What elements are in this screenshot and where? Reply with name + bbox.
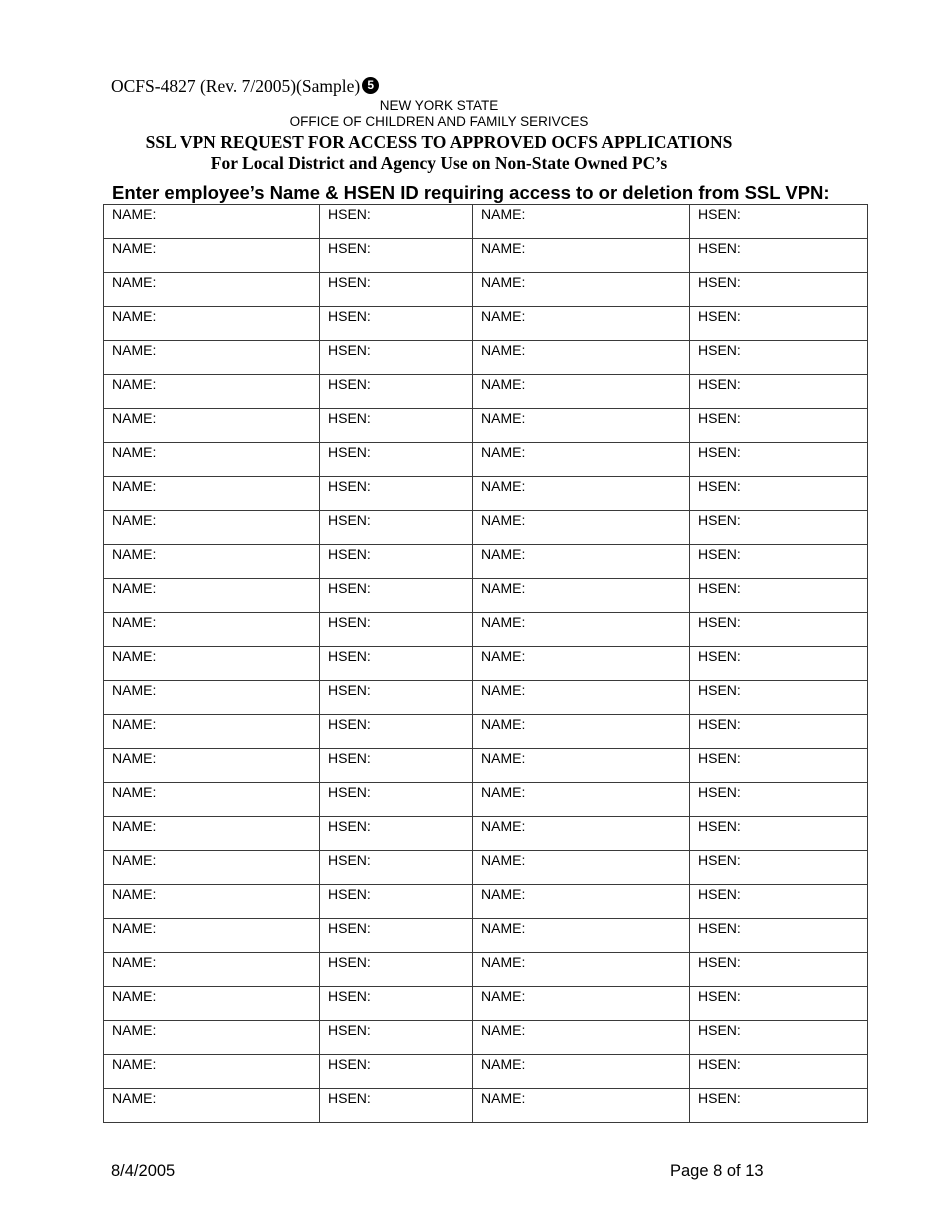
field-label: NAME: [112, 546, 157, 562]
field-label: HSEN: [698, 240, 741, 256]
hsen-field-left[interactable] [320, 919, 473, 953]
table-row [104, 647, 868, 681]
field-label: NAME: [481, 410, 526, 426]
field-label: HSEN: [328, 750, 371, 766]
name-field-left[interactable] [104, 1021, 320, 1055]
field-label: NAME: [481, 274, 526, 290]
field-label: HSEN: [328, 274, 371, 290]
field-label: NAME: [112, 988, 157, 1004]
field-label: NAME: [481, 648, 526, 664]
name-field-right[interactable] [473, 477, 690, 511]
field-label: HSEN: [328, 1022, 371, 1038]
field-label: HSEN: [698, 614, 741, 630]
field-label: HSEN: [698, 342, 741, 358]
field-label: NAME: [481, 206, 526, 222]
field-label: HSEN: [328, 1090, 371, 1106]
form-id [111, 74, 379, 98]
field-label: NAME: [112, 274, 157, 290]
hsen-field-right[interactable] [690, 715, 868, 749]
table-row [104, 239, 868, 273]
name-field-left[interactable] [104, 681, 320, 715]
name-field-right[interactable] [473, 953, 690, 987]
field-label: HSEN: [328, 410, 371, 426]
hsen-field-right[interactable] [690, 613, 868, 647]
field-label: HSEN: [328, 444, 371, 460]
field-label: NAME: [481, 342, 526, 358]
table-row [104, 1089, 868, 1123]
field-label: NAME: [112, 614, 157, 630]
hsen-field-left[interactable] [320, 1055, 473, 1089]
name-field-left[interactable] [104, 817, 320, 851]
field-label: NAME: [481, 852, 526, 868]
field-label: HSEN: [698, 546, 741, 562]
field-label: NAME: [481, 240, 526, 256]
table-row [104, 851, 868, 885]
name-field-left[interactable] [104, 1055, 320, 1089]
field-label: HSEN: [698, 274, 741, 290]
field-label: NAME: [112, 206, 157, 222]
field-label: NAME: [481, 444, 526, 460]
field-label: NAME: [112, 342, 157, 358]
hsen-field-left[interactable] [320, 681, 473, 715]
field-label: NAME: [112, 852, 157, 868]
name-field-right[interactable] [473, 817, 690, 851]
form-id-text: OCFS-4827 (Rev. 7/2005)(Sample) [111, 76, 361, 96]
name-field-right[interactable] [473, 1021, 690, 1055]
hsen-field-left[interactable] [320, 783, 473, 817]
field-label: HSEN: [328, 240, 371, 256]
name-field-right[interactable] [473, 783, 690, 817]
name-field-right[interactable] [473, 885, 690, 919]
hsen-field-left[interactable] [320, 613, 473, 647]
hsen-field-right[interactable] [690, 443, 868, 477]
table-row [104, 409, 868, 443]
field-label: HSEN: [698, 988, 741, 1004]
field-label: NAME: [112, 750, 157, 766]
hsen-field-left[interactable] [320, 205, 473, 239]
field-label: HSEN: [328, 546, 371, 562]
field-label: HSEN: [328, 614, 371, 630]
hsen-field-right[interactable] [690, 477, 868, 511]
table-row [104, 749, 868, 783]
employee-table-body [104, 205, 868, 1123]
table-row [104, 1021, 868, 1055]
hsen-field-left[interactable] [320, 1089, 473, 1123]
table-row [104, 919, 868, 953]
name-field-left[interactable] [104, 375, 320, 409]
hsen-field-right[interactable] [690, 307, 868, 341]
field-label: HSEN: [698, 478, 741, 494]
field-label: NAME: [481, 750, 526, 766]
form-subtitle: For Local District and Agency Use on Non-State Owned PC’s [210, 153, 668, 173]
name-field-left[interactable] [104, 987, 320, 1021]
hsen-field-right[interactable] [690, 919, 868, 953]
table-row [104, 273, 868, 307]
name-field-right[interactable] [473, 443, 690, 477]
field-label: HSEN: [698, 376, 741, 392]
hsen-field-left[interactable] [320, 409, 473, 443]
name-field-left[interactable] [104, 783, 320, 817]
hsen-field-right[interactable] [690, 647, 868, 681]
table-row [104, 953, 868, 987]
name-field-right[interactable] [473, 851, 690, 885]
field-label: HSEN: [698, 648, 741, 664]
hsen-field-right[interactable] [690, 205, 868, 239]
name-field-left[interactable] [104, 1089, 320, 1123]
name-field-right[interactable] [473, 715, 690, 749]
field-label: HSEN: [328, 342, 371, 358]
hsen-field-right[interactable] [690, 953, 868, 987]
name-field-left[interactable] [104, 511, 320, 545]
field-label: HSEN: [698, 954, 741, 970]
table-row [104, 341, 868, 375]
hsen-field-left[interactable] [320, 1021, 473, 1055]
name-field-left[interactable] [104, 443, 320, 477]
name-field-right[interactable] [473, 613, 690, 647]
name-field-left[interactable] [104, 851, 320, 885]
field-label: HSEN: [698, 206, 741, 222]
field-label: HSEN: [328, 512, 371, 528]
field-label: NAME: [112, 410, 157, 426]
name-field-right[interactable] [473, 647, 690, 681]
table-row [104, 477, 868, 511]
field-label: HSEN: [328, 308, 371, 324]
field-label: HSEN: [698, 1056, 741, 1072]
hsen-field-right[interactable] [690, 341, 868, 375]
name-field-left[interactable] [104, 953, 320, 987]
hsen-field-right[interactable] [690, 987, 868, 1021]
field-label: NAME: [481, 682, 526, 698]
field-label: NAME: [481, 1090, 526, 1106]
field-label: HSEN: [698, 784, 741, 800]
hsen-field-left[interactable] [320, 511, 473, 545]
field-label: HSEN: [698, 410, 741, 426]
hsen-field-left[interactable] [320, 953, 473, 987]
table-row [104, 783, 868, 817]
field-label: NAME: [112, 376, 157, 392]
footer-page-number: Page 8 of 13 [670, 1162, 764, 1180]
table-row [104, 817, 868, 851]
name-field-left[interactable] [104, 545, 320, 579]
field-label: HSEN: [328, 682, 371, 698]
name-field-left[interactable] [104, 239, 320, 273]
hsen-field-right[interactable] [690, 681, 868, 715]
field-label: HSEN: [328, 886, 371, 902]
name-field-right[interactable] [473, 273, 690, 307]
field-label: HSEN: [328, 818, 371, 834]
name-field-left[interactable] [104, 647, 320, 681]
field-label: HSEN: [698, 1022, 741, 1038]
hsen-field-left[interactable] [320, 715, 473, 749]
field-label: NAME: [112, 1090, 157, 1106]
field-label: NAME: [481, 818, 526, 834]
name-field-left[interactable] [104, 919, 320, 953]
field-label: HSEN: [328, 478, 371, 494]
hsen-field-left[interactable] [320, 307, 473, 341]
hsen-field-right[interactable] [690, 885, 868, 919]
field-label: HSEN: [698, 512, 741, 528]
field-label: HSEN: [328, 648, 371, 664]
table-row [104, 579, 868, 613]
hsen-field-left[interactable] [320, 987, 473, 1021]
table-row [104, 613, 868, 647]
field-label: NAME: [112, 1056, 157, 1072]
field-label: HSEN: [698, 308, 741, 324]
field-label: NAME: [481, 580, 526, 596]
name-field-right[interactable] [473, 307, 690, 341]
name-field-right[interactable] [473, 205, 690, 239]
field-label: HSEN: [698, 580, 741, 596]
name-field-left[interactable] [104, 273, 320, 307]
field-label: HSEN: [698, 444, 741, 460]
field-label: NAME: [481, 886, 526, 902]
hsen-field-right[interactable] [690, 579, 868, 613]
hsen-field-right[interactable] [690, 851, 868, 885]
name-field-left[interactable] [104, 885, 320, 919]
field-label: HSEN: [328, 852, 371, 868]
field-label: NAME: [112, 240, 157, 256]
field-label: NAME: [481, 308, 526, 324]
field-label: NAME: [481, 478, 526, 494]
field-label: HSEN: [328, 784, 371, 800]
field-label: NAME: [481, 512, 526, 528]
hsen-field-right[interactable] [690, 749, 868, 783]
agency-state: NEW YORK STATE [379, 98, 499, 113]
name-field-left[interactable] [104, 409, 320, 443]
footer-date: 8/4/2005 [111, 1162, 176, 1180]
table-row [104, 681, 868, 715]
field-label: NAME: [112, 716, 157, 732]
hsen-field-right[interactable] [690, 375, 868, 409]
hsen-field-left[interactable] [320, 545, 473, 579]
form-title: SSL VPN REQUEST FOR ACCESS TO APPROVED OCFS APPLICATIONS [145, 132, 733, 152]
field-label: HSEN: [698, 750, 741, 766]
field-label: HSEN: [328, 988, 371, 1004]
name-field-right[interactable] [473, 239, 690, 273]
hsen-field-left[interactable] [320, 443, 473, 477]
field-label: HSEN: [698, 716, 741, 732]
hsen-field-right[interactable] [690, 545, 868, 579]
name-field-right[interactable] [473, 341, 690, 375]
table-row [104, 205, 868, 239]
table-row [104, 443, 868, 477]
hsen-field-right[interactable] [690, 1021, 868, 1055]
table-row [104, 885, 868, 919]
name-field-right[interactable] [473, 579, 690, 613]
name-field-right[interactable] [473, 545, 690, 579]
field-label: HSEN: [328, 920, 371, 936]
hsen-field-left[interactable] [320, 647, 473, 681]
field-label: NAME: [112, 920, 157, 936]
field-label: NAME: [481, 954, 526, 970]
field-label: HSEN: [328, 206, 371, 222]
instruction-heading: Enter employee’s Name & HSEN ID requiring access to or deletion from SSL VPN: [112, 182, 830, 203]
field-label: HSEN: [698, 682, 741, 698]
name-field-left[interactable] [104, 205, 320, 239]
hsen-field-right[interactable] [690, 1089, 868, 1123]
field-label: NAME: [481, 1056, 526, 1072]
hsen-field-right[interactable] [690, 273, 868, 307]
field-label: HSEN: [698, 852, 741, 868]
hsen-field-left[interactable] [320, 817, 473, 851]
field-label: NAME: [481, 1022, 526, 1038]
field-label: NAME: [112, 784, 157, 800]
field-label: HSEN: [698, 920, 741, 936]
name-field-left[interactable] [104, 715, 320, 749]
name-field-right[interactable] [473, 1055, 690, 1089]
hsen-field-right[interactable] [690, 783, 868, 817]
field-label: NAME: [112, 954, 157, 970]
name-field-left[interactable] [104, 341, 320, 375]
name-field-right[interactable] [473, 681, 690, 715]
field-label: HSEN: [328, 1056, 371, 1072]
field-label: NAME: [112, 648, 157, 664]
name-field-left[interactable] [104, 307, 320, 341]
name-field-left[interactable] [104, 477, 320, 511]
field-label: NAME: [112, 444, 157, 460]
hsen-field-left[interactable] [320, 341, 473, 375]
field-label: HSEN: [328, 376, 371, 392]
field-label: NAME: [112, 1022, 157, 1038]
table-row [104, 375, 868, 409]
table-row [104, 307, 868, 341]
field-label: NAME: [112, 308, 157, 324]
hsen-field-right[interactable] [690, 239, 868, 273]
field-label: NAME: [112, 682, 157, 698]
field-label: NAME: [481, 376, 526, 392]
field-label: NAME: [112, 478, 157, 494]
field-label: NAME: [481, 614, 526, 630]
name-field-right[interactable] [473, 375, 690, 409]
field-label: HSEN: [698, 818, 741, 834]
hsen-field-right[interactable] [690, 817, 868, 851]
hsen-field-left[interactable] [320, 851, 473, 885]
name-field-right[interactable] [473, 409, 690, 443]
name-field-right[interactable] [473, 1089, 690, 1123]
field-label: HSEN: [328, 954, 371, 970]
hsen-field-left[interactable] [320, 239, 473, 273]
field-label: NAME: [112, 580, 157, 596]
field-label: HSEN: [328, 716, 371, 732]
name-field-right[interactable] [473, 749, 690, 783]
field-label: NAME: [481, 546, 526, 562]
name-field-right[interactable] [473, 919, 690, 953]
table-row [104, 511, 868, 545]
hsen-field-left[interactable] [320, 273, 473, 307]
table-row [104, 1055, 868, 1089]
table-row [104, 987, 868, 1021]
agency-office: OFFICE OF CHILDREN AND FAMILY SERIVCES [289, 114, 589, 129]
field-label: NAME: [481, 988, 526, 1004]
hsen-field-left[interactable] [320, 375, 473, 409]
hsen-field-left[interactable] [320, 579, 473, 613]
name-field-right[interactable] [473, 511, 690, 545]
name-field-left[interactable] [104, 579, 320, 613]
table-row [104, 545, 868, 579]
section-number-badge: 5 [362, 77, 379, 94]
table-row [104, 715, 868, 749]
hsen-field-right[interactable] [690, 409, 868, 443]
field-label: NAME: [112, 512, 157, 528]
field-label: NAME: [481, 716, 526, 732]
field-label: NAME: [112, 886, 157, 902]
name-field-left[interactable] [104, 749, 320, 783]
hsen-field-right[interactable] [690, 1055, 868, 1089]
name-field-right[interactable] [473, 987, 690, 1021]
field-label: NAME: [481, 920, 526, 936]
field-label: HSEN: [698, 1090, 741, 1106]
name-field-left[interactable] [104, 613, 320, 647]
field-label: HSEN: [328, 580, 371, 596]
hsen-field-right[interactable] [690, 511, 868, 545]
field-label: NAME: [481, 784, 526, 800]
hsen-field-left[interactable] [320, 885, 473, 919]
field-label: HSEN: [698, 886, 741, 902]
hsen-field-left[interactable] [320, 477, 473, 511]
hsen-field-left[interactable] [320, 749, 473, 783]
employee-table [103, 204, 868, 1123]
field-label: NAME: [112, 818, 157, 834]
